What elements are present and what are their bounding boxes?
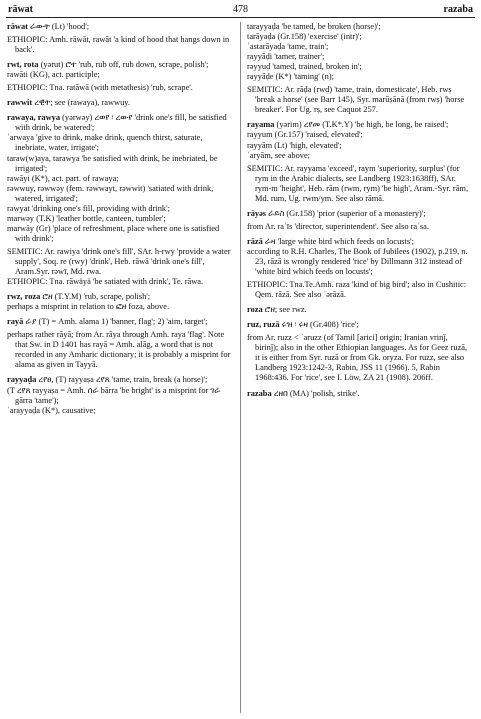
- entry-text: ረዘበ (MA) 'polish, strike'.: [271, 388, 360, 398]
- entry-text: ʾarwaya 'give to drink, make drink, quench thirst, saturate, inebriate, water, irrigate';: [7, 133, 203, 153]
- headword: rwt, rota: [7, 60, 39, 70]
- entry-paragraph: [7, 406, 233, 416]
- headword: rāyəs: [247, 208, 267, 218]
- entry-text: according to R.H. Charles, The Book of Jubilees (1902), p.219, n. 23, rāzā is wrongly rendered 'rice' by Dillmann 312 instead of 'white bird which feeds on locusts';: [247, 246, 468, 277]
- entry-paragraph: [7, 154, 233, 174]
- left-column: [7, 22, 233, 416]
- entry-paragraph: [7, 214, 233, 224]
- entry-paragraph: [7, 184, 233, 204]
- entry-paragraph: [7, 277, 233, 287]
- headword: rāwat: [7, 22, 28, 31]
- entry-text: rayyām (Lt) 'high, elevated';: [247, 140, 342, 150]
- entry-text: SEMITIC: Ar. rāḍa (rwḍ) 'tame, train, domesticate', Heb. rwṣ 'break a horse' (see Barr 145), Syr. marūṣānā (from rwṣ) 'horse breaker'. For Ug. rṣ, see Caquot 257.: [247, 85, 465, 115]
- entry-text: rəyyuḍ 'tamed, trained, broken in';: [247, 62, 362, 72]
- entry-text: from Ar. ruzz < ʾaruzz (of Tamil [arici] origin; Iranian vrinǰ, birinǰ); also in the other Ethiopian languages. As for Geez ruzā, it is either from Syr. ruzā or from Gk. oryza. For ruzz, see also Landberg 1923:1242-3, Rabin, JSS 11 (1966). 5, Rabin 1968:436. For 'rice', see I. Löw, ZA 21 (1908). 206ff.: [247, 333, 468, 383]
- dictionary-entry: [247, 305, 473, 315]
- headword: rayama: [247, 120, 275, 130]
- dictionary-entry: [7, 22, 233, 32]
- running-head-right: razaba: [443, 4, 473, 15]
- entry-text: ሩዝ ፡ ሩዛ (Gr.408) 'rice';: [279, 320, 359, 330]
- entry-text: (yərwəy) ረወየ ፡ ረውየ 'drink one's fill, be satisfied with drink, be watered';: [15, 113, 227, 133]
- dictionary-entry: [247, 320, 473, 330]
- entry-paragraph: [247, 333, 473, 383]
- page-header: [8, 4, 473, 18]
- entry-paragraph: [247, 130, 473, 140]
- entry-paragraph: [7, 302, 233, 312]
- entry-paragraph: [247, 22, 473, 32]
- entry-text: marwəy (T.K) 'leather bottle, canteen, tumbler';: [7, 213, 166, 223]
- entry-text: rayyāḍi 'tamer, trainer';: [247, 52, 325, 62]
- entry-text: ራያ (T) = Amh. alama 1) 'banner, flag'; 2) 'aim, target';: [23, 317, 208, 327]
- dictionary-entry: [7, 375, 233, 385]
- entry-text: ረየፀ, (T) rayyaṣa ረየጸ 'tame, train, break (a horse)';: [36, 375, 208, 385]
- dictionary-entry: [247, 389, 473, 399]
- entry-text: rəwwuy, rəwwəy (fem. rəwwayt, rəwwit) 'satiated with drink, watered, irrigated';: [7, 183, 214, 203]
- entry-paragraph: [247, 72, 473, 82]
- entry-text: (T ረየጸ rayyaṣa = Amh. ሰራ bārra 'be bright' is a misprint for ገራ gārra 'tame');: [7, 385, 221, 405]
- entry-text: rayyum (Gr.157) 'raised, elevated';: [247, 130, 363, 140]
- entry-paragraph: [7, 70, 233, 80]
- entry-text: tarayyaḍa 'be tamed, be broken (horse)';: [247, 22, 381, 31]
- dictionary-entry: [247, 237, 473, 247]
- entry-text: ETHIOPIC: Tna. rāwäyä 'be satiated with drink', Te. rāwa.: [7, 277, 204, 287]
- headword: roza: [247, 305, 263, 315]
- dictionary-entry: [7, 113, 233, 133]
- entry-paragraph: [247, 222, 473, 232]
- entry-text: ሮዘ; see rwz.: [262, 305, 307, 315]
- right-column: [247, 22, 473, 399]
- entry-text: ETHIOPIC: Tna. ratāwā (with metathesis) 'rub, scrape'.: [7, 83, 193, 93]
- headword: ruz, ruzā: [247, 320, 280, 330]
- entry-paragraph: [247, 52, 473, 62]
- entry-text: ራዛ 'large white bird which feeds on locusts';: [262, 236, 414, 246]
- dictionary-entry: [7, 317, 233, 327]
- entry-text: ረዊት; see (rawaya), rawwuy.: [32, 98, 130, 108]
- entry-text: ራይስ (Gr.158) 'prior (superior of a monastery)';: [266, 208, 426, 218]
- dictionary-entry: [7, 292, 233, 302]
- running-head-left: rāwat: [8, 4, 33, 15]
- headword: rāzā: [247, 236, 263, 246]
- entry-text: rawāti (KG), act. participle;: [7, 70, 100, 80]
- entry-text: rəwyat 'drinking one's fill, providing with drink';: [7, 203, 170, 213]
- entry-text: ʾaryām, see above;: [247, 150, 311, 160]
- entry-paragraph: [247, 62, 473, 72]
- dictionary-entry: [7, 60, 233, 70]
- entry-text: rayyāḍe (K*) 'taming' (n);: [247, 72, 334, 82]
- entry-text: ETHIOPIC: Amh. rāwāt, rawāt 'a kind of hood that hangs down in back'.: [7, 35, 230, 55]
- entry-paragraph: [7, 35, 233, 55]
- entry-paragraph: [7, 204, 233, 214]
- entry-text: (yərim) ረየመ (T.K*.Y) 'be high, be long, be raised';: [274, 120, 449, 130]
- entry-text: perhaps rather rāyā; from Ar. rāya through Amh. raya 'flag'. Note that Sw. in D 1401 has rayā = Amh. alāg, a word that is not recorded in any Amharic dictionary; it is probably a misprint for alama as given in Tayyā.: [7, 330, 231, 370]
- entry-text: ʾastarāyaḍa 'tame, train';: [247, 42, 329, 52]
- dictionary-entry: [7, 98, 233, 108]
- entry-paragraph: [247, 32, 473, 42]
- entry-paragraph: [7, 133, 233, 153]
- entry-text: taraw(w)aya, tarawya 'be satisfied with drink, be inebriated, be irrigated';: [7, 153, 218, 173]
- entry-text: perhaps a misprint in relation to ፎዘ foza, above.: [7, 302, 170, 312]
- headword: rayā: [7, 317, 24, 327]
- entry-text: marwāy (Gr) 'place of refreshment, place where one is satisfied with drink';: [7, 223, 220, 243]
- entry-text: SEMITIC: Ar. rayyama 'exceed', raym 'superiority, surplus' (for rym in the Arabic dialects, see Landberg 1923:1638ff), SAr. rym-m 'height', Heb. rām (rwm, rym) 'be high', Aram.-Syr. rām, Md. rum, Ug. rwm/ym. See also rāmā.: [247, 163, 469, 203]
- headword: rawwit: [7, 98, 33, 108]
- header-rule: [6, 17, 475, 18]
- entry-paragraph: [247, 280, 473, 300]
- entry-paragraph: [7, 224, 233, 244]
- entry-text: ራውት (Lt) 'hood';: [27, 22, 90, 31]
- entry-paragraph: [247, 141, 473, 151]
- headword: rawaya, rawya: [7, 113, 61, 123]
- column-divider: [240, 22, 241, 713]
- headword: rayyaḍa: [7, 375, 37, 385]
- entry-paragraph: [7, 386, 233, 406]
- dictionary-entry: [247, 209, 473, 219]
- entry-paragraph: [247, 151, 473, 161]
- page-number: 478: [233, 4, 248, 15]
- entry-text: ETHIOPIC: Tna.Te.Amh. raza 'kind of big bird'; also in Cushitic: Qem. rāzā. See also ʾərāzā.: [247, 280, 467, 300]
- entry-text: from Ar. raʾīs 'director, superintendent'. See also raʾsa.: [247, 221, 429, 231]
- entry-paragraph: [247, 42, 473, 52]
- entry-text: rawāyi (K*), act. part. of rawaya;: [7, 173, 119, 183]
- entry-paragraph: [7, 83, 233, 93]
- entry-paragraph: [247, 85, 473, 115]
- entry-paragraph: [7, 247, 233, 277]
- headword: rwz, roza: [7, 292, 41, 302]
- entry-paragraph: [7, 330, 233, 370]
- headword: razaba: [247, 388, 272, 398]
- entry-text: ʾarayyaḍa (K*), causative;: [7, 405, 96, 415]
- entry-text: tarāyaḍa (Gr.158) 'exercise' (intr)';: [247, 32, 362, 42]
- entry-text: ሮዘ (T.Y.M) 'rub, scrape, polish';: [40, 292, 151, 302]
- entry-paragraph: [247, 247, 473, 277]
- entry-paragraph: [7, 174, 233, 184]
- entry-text: (yərut) ሮተ 'rub, rub off, rub down, scrape, polish';: [38, 60, 209, 70]
- entry-paragraph: [247, 164, 473, 204]
- entry-text: SEMITIC: Ar. rawiya 'drink one's fill', SAr. h-rwy 'provide a water supply', Soq. re (rwy) 'drink', Heb. rāwā 'drink one's fill', Aram.Syr. rəwī, Md. rwa.: [7, 246, 231, 277]
- dictionary-entry: [247, 120, 473, 130]
